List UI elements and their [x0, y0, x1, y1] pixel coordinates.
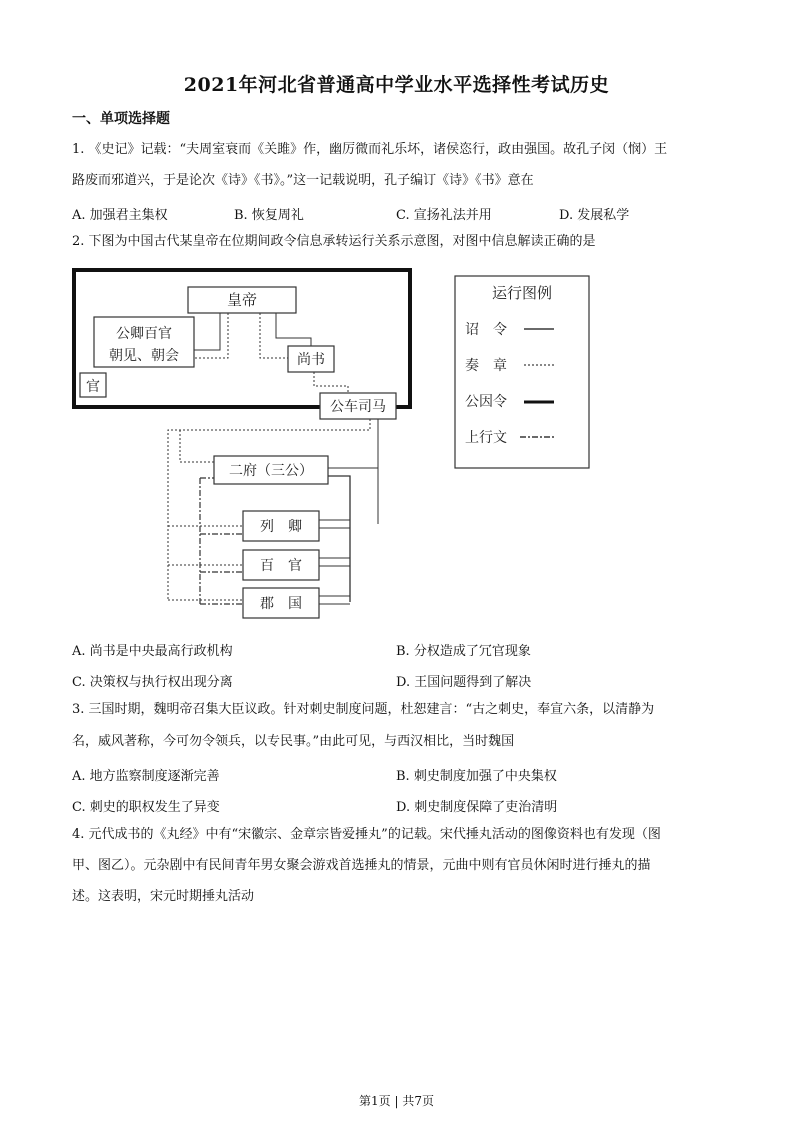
q3-stem-line1: 3. 三国时期，魏明帝召集大臣议政。针对刺史制度问题，杜恕建言：“古之刺史，奉宣六条，以清静为	[72, 702, 655, 717]
lieqing-label: 列 卿	[260, 519, 302, 535]
q2-option-b: B. 分权造成了冗官现象	[396, 644, 531, 659]
link-emperor-shangshu-decree	[276, 313, 311, 346]
gongche-label: 公车司马	[330, 399, 386, 415]
q2-stem-line1: 2. 下图为中国古代某皇帝在位期间政令信息承转运行关系示意图，对图中信息解读正确的是	[72, 234, 596, 249]
junguo-label: 郡 国	[260, 596, 302, 612]
q1-stem-line1: 1. 《史记》记载：“夫周室衰而《关雎》作，幽厉微而礼乐坏，诸侯恣行，政由强国。故孔子闵（悯）王	[72, 142, 668, 157]
legend-gongyin: 公因令	[465, 394, 507, 410]
q1-option-a: A. 加强君主集权	[72, 208, 168, 223]
q4-stem-line2: 甲、图乙）。元杂剧中有民间青年男女聚会游戏首选捶丸的情景，元曲中则有官员休闲时进行捶丸的描	[72, 858, 651, 873]
emperor-label: 皇帝	[226, 291, 258, 309]
baiguan-label: 百 官	[260, 558, 302, 574]
q2-option-d: D. 王国问题得到了解决	[396, 675, 532, 690]
legend-memorial: 奏 章	[465, 358, 507, 374]
q3-option-b: B. 刺史制度加强了中央集权	[396, 769, 557, 784]
page-footer: 第1页 | 共7页	[359, 1094, 434, 1108]
q3-option-d: D. 刺史制度保障了吏治清明	[396, 800, 558, 815]
legend-decree: 诏 令	[465, 322, 507, 338]
q2-diagram	[60, 262, 600, 624]
page-title: 2021年河北省普通高中学业水平选择性考试历史	[183, 74, 610, 96]
link-officials-emperor-memorial	[194, 313, 228, 358]
link-emperor-officials-decree	[194, 313, 220, 350]
shangshu-label: 尚书	[297, 352, 325, 368]
q2-option-c: C. 决策权与执行权出现分离	[72, 675, 233, 690]
q1-option-d: D. 发展私学	[559, 208, 630, 223]
q2-option-a: A. 尚书是中央最高行政机构	[72, 644, 233, 659]
q4-stem-line3: 述。这表明，宋元时期捶丸活动	[72, 889, 255, 904]
legend-upward: 上行文	[465, 430, 507, 446]
q3-option-c: C. 刺史的职权发生了异变	[72, 800, 220, 815]
legend-title: 运行图例	[491, 284, 553, 302]
palace-label: 官	[86, 379, 100, 395]
decree-path-right	[328, 419, 378, 468]
q3-stem-line2: 名，威风著称，今可勿令领兵，以专民事。”由此可见，与西汉相比，当时魏国	[72, 734, 515, 749]
q4-stem-line1: 4. 元代成书的《丸经》中有“宋徽宗、金章宗皆爱捶丸”的记载。宋代捶丸活动的图像资料也有发现（图	[72, 827, 661, 842]
officials-label-line2: 朝见、朝会	[109, 348, 179, 364]
section-heading: 一、单项选择题	[72, 111, 170, 127]
officials-label-line1: 公卿百官	[116, 326, 172, 342]
q1-option-c: C. 宣扬礼法并用	[396, 208, 492, 223]
link-shangshu-gongche	[314, 372, 348, 393]
q1-stem-line2: 路废而邪道兴，于是论次《诗》《书》。”这一记载说明，孔子编订《诗》《书》意在	[72, 173, 534, 188]
q3-option-a: A. 地方监察制度逐渐完善	[72, 769, 220, 784]
erfu-label: 二府（三公）	[229, 463, 313, 479]
q1-option-b: B. 恢复周礼	[234, 208, 304, 223]
link-shangshu-emperor-memorial	[260, 313, 288, 358]
